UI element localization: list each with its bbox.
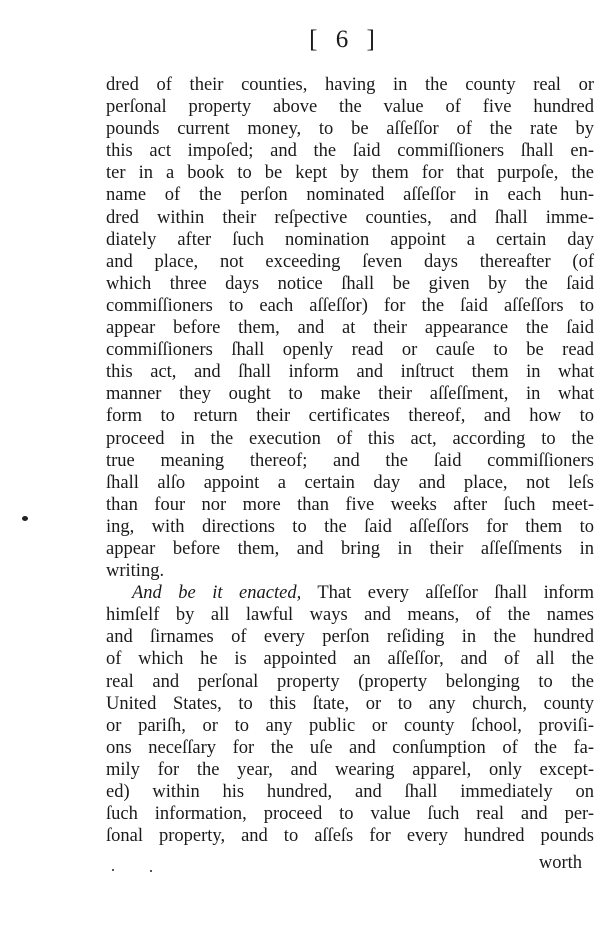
enacting-clause: And be it enacted, bbox=[132, 583, 302, 604]
ink-speck bbox=[150, 870, 152, 872]
text-line: appear before them, and at their appearance the ſaid bbox=[106, 318, 594, 339]
text-line: diately after ſuch nomination appoint a certain day bbox=[106, 229, 594, 250]
text-line: mily for the year, and wearing apparel, only except- bbox=[106, 759, 594, 780]
text-line: dred within their reſpective counties, and ſhall imme- bbox=[106, 207, 594, 228]
text-line: commiſſioners ſhall openly read or cauſe to be read bbox=[106, 340, 594, 361]
text-line: of which he is appointed an aſſeſſor, and of all the bbox=[106, 649, 594, 670]
catchword: worth bbox=[538, 853, 582, 873]
text-line: or pariſh, or to any public or county ſchool, proviſi- bbox=[106, 715, 594, 736]
text-line: this act, and ſhall inform and inſtruct them in what bbox=[106, 362, 594, 383]
page-number: [ 6 ] bbox=[309, 26, 381, 53]
text-line: ons neceſſary for the uſe and conſumption of the fa- bbox=[106, 737, 594, 758]
text-line: which three days notice ſhall be given by the ſaid bbox=[106, 273, 594, 294]
text-line: and place, not exceeding ſeven days thereafter (of bbox=[106, 251, 594, 272]
text-line: ſonal property, and to aſſeſs for every hundred pounds bbox=[106, 826, 594, 847]
text-line: real and perſonal property (property belonging to the bbox=[106, 671, 594, 692]
text-line: manner they ought to make their aſſeſſment, in what bbox=[106, 384, 594, 405]
text-line: United States, to this ſtate, or to any church, county bbox=[106, 693, 594, 714]
text-line: commiſſioners to each aſſeſſor) for the ſaid aſſeſſors to bbox=[106, 295, 594, 316]
text-line: than four nor more than five weeks after ſuch meet- bbox=[106, 494, 594, 515]
text-line: himſelf by all lawful ways and means, of the names bbox=[106, 605, 594, 626]
text-line: proceed in the execution of this act, according to the bbox=[106, 428, 594, 449]
text-line: ſuch information, proceed to value ſuch real and per- bbox=[106, 804, 594, 825]
text-line: true meaning thereof; and the ſaid commiſſioners bbox=[106, 450, 594, 471]
text-line: ſhall alſo appoint a certain day and place, not leſs bbox=[106, 472, 594, 493]
text-line: form to return their certificates thereof, and how to bbox=[106, 406, 594, 427]
text-line: this act impoſed; and the ſaid commiſſioners ſhall en- bbox=[106, 141, 594, 162]
ink-speck bbox=[22, 516, 28, 521]
ink-speck bbox=[112, 869, 114, 871]
text-line: ter in a book to be kept by them for that purpoſe, the bbox=[106, 163, 594, 184]
text-line: perſonal property above the value of five hundred bbox=[106, 97, 594, 118]
text-line: writing. bbox=[106, 561, 165, 582]
body-text bbox=[106, 74, 594, 847]
text-line: name of the perſon nominated aſſeſſor in each hun- bbox=[106, 185, 594, 206]
paragraph-opening-line bbox=[106, 582, 594, 604]
text-line: ing, with directions to the ſaid aſſeſſors for them to bbox=[106, 516, 594, 537]
text-line: appear before them, and bring in their aſſeſſments in bbox=[106, 538, 594, 559]
text-line: and ſirnames of every perſon reſiding in the hundred bbox=[106, 627, 594, 648]
text-line: ed) within his hundred, and ſhall immediately on bbox=[106, 782, 594, 802]
text-segment: That every aſſeſſor ſhall inform bbox=[301, 583, 594, 604]
text-line: pounds current money, to be aſſeſſor of the rate by bbox=[106, 119, 594, 140]
text-line: dred of their counties, having in the county real or bbox=[106, 75, 594, 95]
